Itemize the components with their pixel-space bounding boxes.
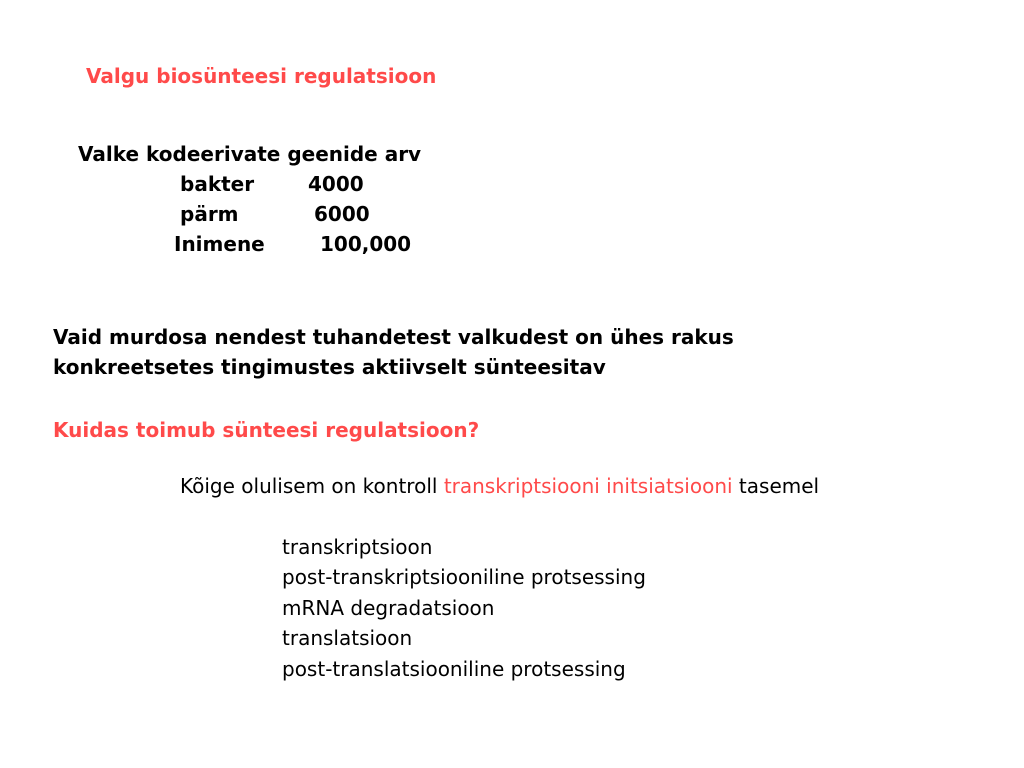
organism-label: Inimene (174, 232, 265, 256)
organism-label: bakter (180, 172, 255, 196)
answer-suffix: tasemel (732, 474, 820, 498)
gene-count-value: 100,000 (320, 232, 412, 256)
answer-prefix: Kõige olulisem on kontroll (180, 474, 444, 498)
level-item-mrna-degradation: mRNA degradatsioon (282, 596, 495, 620)
level-item-translation: translatsioon (282, 626, 413, 650)
statement-line-2: konkreetsetes tingimustes aktiivselt sünteesitav (53, 355, 606, 379)
gene-count-row-yeast (0, 199, 1024, 229)
organism-label: pärm (180, 202, 239, 226)
slide-title: Valgu biosünteesi regulatsioon (86, 64, 437, 88)
question-heading: Kuidas toimub sünteesi regulatsioon? (53, 418, 480, 442)
level-item-transcription: transkriptsioon (282, 535, 433, 559)
answer-highlight: transkriptsiooni initsiatsiooni (443, 474, 733, 498)
statement-line-1: Vaid murdosa nendest tuhandetest valkudest on ühes rakus (53, 325, 734, 349)
level-item-post-transcriptional: post-transkriptsiooniline protsessing (282, 565, 646, 589)
gene-count-value: 4000 (308, 172, 364, 196)
gene-count-heading: Valke kodeerivate geenide arv (78, 142, 422, 166)
gene-count-value: 6000 (314, 202, 370, 226)
answer-line (180, 471, 819, 501)
gene-count-row-human (0, 229, 1024, 259)
gene-count-row-bacteria (0, 169, 1024, 199)
level-item-post-translational: post-translatsiooniline protsessing (282, 657, 626, 681)
